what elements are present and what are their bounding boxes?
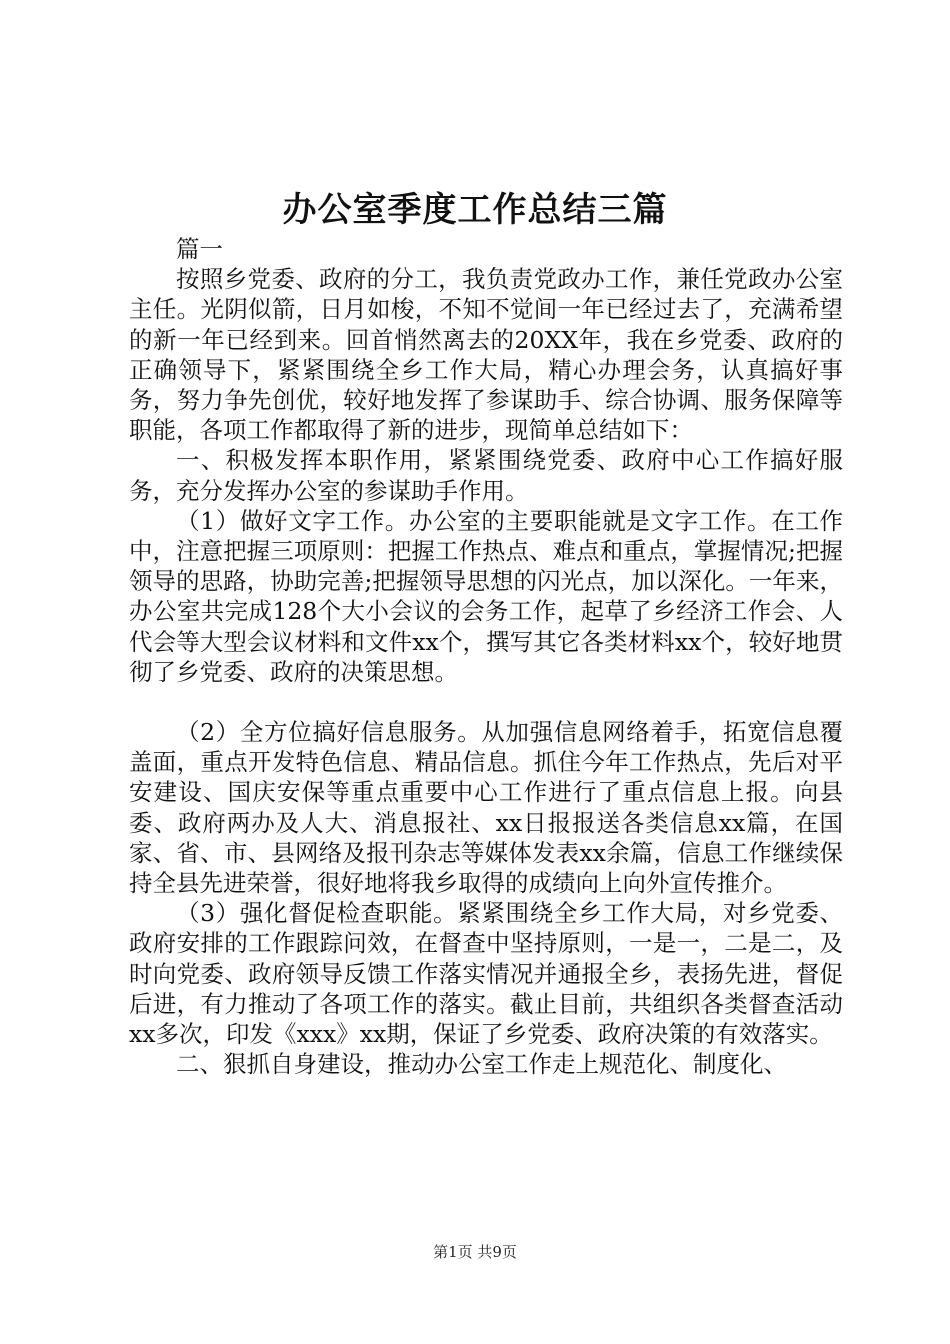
document-title: 办公室季度工作总结三篇 <box>282 190 668 230</box>
paragraph-item-1: （1）做好文字工作。办公室的主要职能就是文字工作。在工作中，注意把握三项原则：把握工作热点、难点和重点，掌握情况;把握领导的思路，协助完善;把握领导思想的闪光点，加以深化。一年来，办公室共完成128个大小会议的会务工作，起草了乡经济工作会、人代会等大型会议材料和文件xx个，撰写其它各类材料xx个，较好地贯彻了乡党委、政府的决策思想。 <box>129 506 843 686</box>
paragraph-heading-two: 二、狠抓自身建设，推动办公室工作走上规范化、制度化、 <box>176 1050 787 1079</box>
paragraph-heading-one: 一、积极发挥本职作用，紧紧围绕党委、政府中心工作搞好服务，充分发挥办公室的参谋助手作用。 <box>129 446 843 505</box>
paragraph-gap <box>129 687 843 717</box>
paragraph-item-2: （2）全方位搞好信息服务。从加强信息网络着手，拓宽信息覆盖面，重点开发特色信息、精品信息。抓住今年工作热点，先后对平安建设、国庆安保等重点重要中心工作进行了重点信息上报。向县委、政府两办及人大、消息报社、xx日报报送各类信息xx篇，在国家、省、市、县网络及报刊杂志等媒体发表xx余篇，信息工作继续保持全县先进荣誉，很好地将我乡取得的成绩向上向外宣传推介。 <box>129 718 843 898</box>
paragraph-item-3: （3）强化督促检查职能。紧紧围绕全乡工作大局，对乡党委、政府安排的工作跟踪问效，在督查中坚持原则，一是一，二是二，及时向党委、政府领导反馈工作落实情况并通报全乡，表扬先进，督促后进，有力推动了各项工作的落实。截止目前，共组织各类督查活动xx多次，印发《xxx》xx期，保证了乡党委、政府决策的有效落实。 <box>129 899 843 1049</box>
section-label: 篇一 <box>176 235 223 263</box>
document-body <box>129 234 843 1079</box>
paragraph-intro: 按照乡党委、政府的分工，我负责党政办工作，兼任党政办公室主任。光阴似箭，日月如梭，不知不觉间一年已经过去了，充满希望的新一年已经到来。回首悄然离去的20XX年，我在乡党委、政府的正确领导下，紧紧围绕全乡工作大局，精心办理会务，认真搞好事务，努力争先创优，较好地发挥了参谋助手、综合协调、服务保障等职能，各项工作都取得了新的进步，现简单总结如下： <box>129 265 843 445</box>
page-number-footer: 第1页 共9页 <box>433 1243 517 1261</box>
